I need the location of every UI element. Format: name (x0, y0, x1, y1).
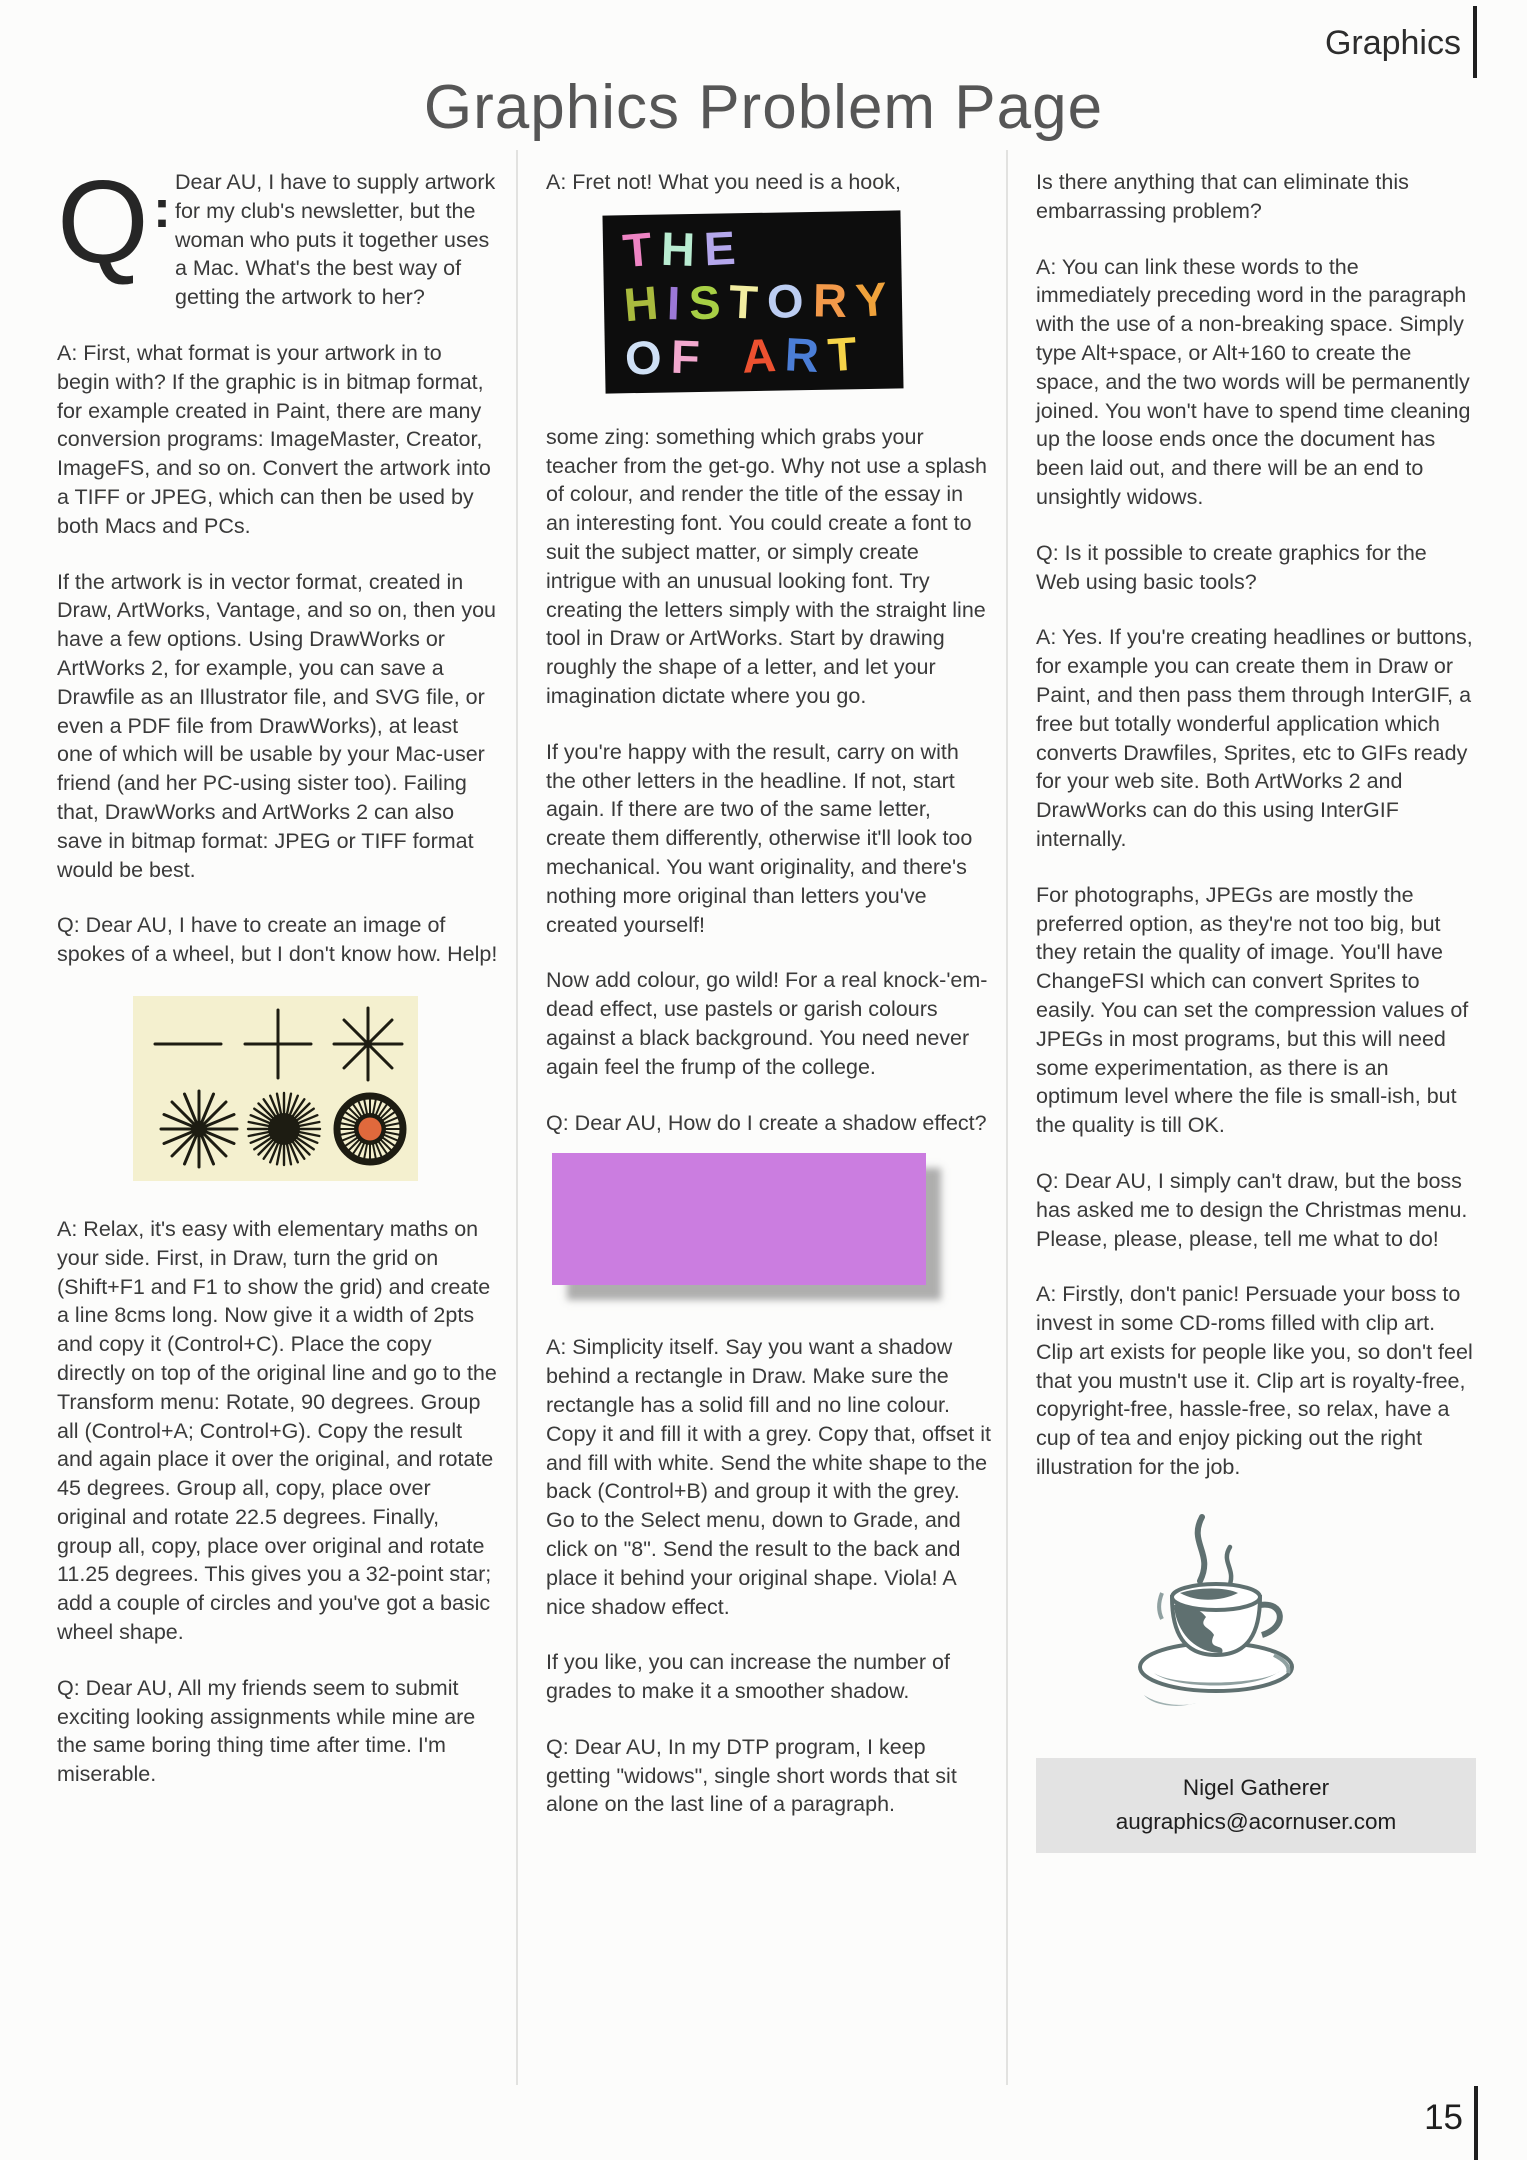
author-credit-box (1036, 1758, 1476, 1854)
author-email: augraphics@acornuser.com (1115, 1808, 1397, 1834)
column-divider-2 (1006, 150, 1008, 2085)
art-letter: T (826, 326, 859, 382)
question-paragraph: Q: Dear AU, I have to create an image of spokes of a wheel, but I don't know how. Help! (57, 913, 498, 967)
answer-paragraph: A: Relax, it's easy with elementary maths on your side. First, in Draw, turn the grid on (Shift+F1 and F1 to show the grid) and create a line 8cms long. Now give it a width of 2pts and copy it (Control+C). Place the copy directly on top of the original line and go to the Transform menu: Rotate, 90 degrees. Group all (Control+A; Control+G). Copy the result and again place it over the original, and rotate 45 degrees. Group all, copy, place over original and rotate 22.5 degrees. Finally, group all, copy, place over original and rotate 11.25 degrees. This gives you a 32-point star; add a couple of circles and you've got a basic wheel shape. (57, 1216, 497, 1645)
art-letter: S (687, 274, 722, 330)
art-letter: R (812, 273, 848, 327)
question-paragraph: Q: Dear AU, In my DTP program, I keep getting "widows", single short words that sit alone on the last line of a paragraph. (546, 1734, 957, 1817)
art-letter: T (620, 221, 655, 277)
art-letter: O (622, 329, 664, 386)
answer-paragraph: For photographs, JPEGs are mostly the preferred option, as they're not too big, but they retain the quality of image. You'll have ChangeFSI which can convert Sprites to easily. You can set the compression values of JPEGs in most programs, but this will need some experimentation, as there is an optimum level where the file is small-ish, but the quality is till OK. (1036, 882, 1469, 1138)
wheel-spokes-diagram-image (133, 996, 418, 1181)
author-name: Nigel Gatherer (1182, 1774, 1330, 1800)
art-letter: T (728, 274, 760, 329)
dropcap-letter: Q (57, 156, 145, 288)
footer-rule (1474, 2086, 1478, 2160)
answer-paragraph: If you like, you can increase the number of grades to make it a smoother shadow. (546, 1650, 950, 1704)
answer-paragraph: A: Simplicity itself. Say you want a shadow behind a rectangle in Draw. Make sure the rectangle has a solid fill and no line colour. Copy it and fill it with a grey. Copy that, offset it and fill with white. Send the white shape to the back (Control+B) and group it with the grey. Go to the Select menu, down to Grade, and click on "8". Send the result to the back and place it behind your original shape. Viola! A nice shadow effect. (546, 1335, 991, 1619)
column-1 (57, 156, 499, 1816)
art-letter: F (669, 329, 701, 384)
page-number: 15 (1424, 2098, 1463, 2137)
question-paragraph: Is there anything that can eliminate this embarrassing problem? (1036, 170, 1409, 223)
answer-paragraph: If the artwork is in vector format, created in Draw, ArtWorks, Vantage, and so on, then you have a few options. Using DrawWorks or ArtWorks 2, for example, you can save a Drawfile as an Illustrator file, and SVG file, or even a PDF file from DrawWorks), at least one of which will be usable by your Mac-user friend (and her PC-using sister too). Failing that, DrawWorks and ArtWorks 2 can also save in bitmap format: JPEG or TIFF format would be best. (57, 569, 497, 882)
art-letter: I (666, 275, 681, 330)
section-label: Graphics (1324, 24, 1461, 62)
history-art-letters (620, 220, 904, 387)
shadow-effect-demo-rect (552, 1153, 926, 1285)
column-3 (1036, 168, 1476, 1853)
header-rule (1473, 6, 1477, 78)
answer-paragraph: Now add colour, go wild! For a real knock-'em-dead effect, use pastels or garish colours against a black background. You need never again feel the frump of the college. (546, 968, 988, 1079)
question-paragraph: Q: Dear AU, All my friends seem to submit exciting looking assignments while mine are the same boring thing time after time. I'm miserable. (57, 1675, 476, 1787)
answer-paragraph: A: Fret not! What you need is a hook, (546, 170, 901, 194)
column-2 (546, 168, 992, 1846)
coffee-cup-illustration (1114, 1509, 1324, 1734)
question-paragraph: Q: Is it possible to create graphics for the Web using basic tools? (1036, 540, 1427, 594)
history-of-art-image (602, 210, 903, 393)
art-letter: O (765, 273, 806, 329)
opening-question (57, 156, 499, 312)
art-letter: H (659, 221, 696, 276)
question-paragraph: Q: Dear AU, I simply can't draw, but the boss has asked me to design the Christmas menu. Please, please, please, tell me what to do! (1036, 1168, 1468, 1251)
answer-paragraph: A: First, what format is your artwork in to begin with? If the graphic is in bitmap format, for example created in Paint, there are many conversion programs: ImageMaster, Creator, ImageFS, and so on. Convert the artwork into a TIFF or JPEG, which can then be used by both Macs and PCs. (57, 340, 491, 538)
art-letter: A (740, 327, 778, 383)
wheel-shape (337, 1096, 403, 1162)
art-letter: Y (853, 271, 890, 327)
answer-paragraph: A: Yes. If you're creating headlines or buttons, for example you can create them in Draw or Paint, and then pass them through InterGIF, a free but totally wonderful application which converts Drawfiles, Sprites, etc to GIFs ready for your web site. Both ArtWorks 2 and DrawWorks can do this using InterGIF internally. (1036, 625, 1473, 851)
question-paragraph: Q: Dear AU, How do I create a shadow effect? (546, 1110, 987, 1135)
answer-paragraph: A: You can link these words to the immediately preceding word in the paragraph with the use of a non-breaking space. Simply type Alt+space, or Alt+160 to create the space, and the two words will be permanently joined. You won't have to spend time cleaning up the loose ends once the document has been laid out, and there will be an end to unsightly widows. (1036, 254, 1471, 509)
art-letter: H (621, 275, 661, 332)
art-letter: R (783, 327, 821, 382)
question-paragraph: Dear AU, I have to supply artwork for my club's newsletter, but the woman who puts it together uses a Mac. What's the best way of getting the artwork to her? (175, 170, 496, 310)
art-letter: E (702, 220, 737, 276)
column-divider-1 (516, 150, 518, 2085)
dropcap-q (57, 156, 175, 290)
dropcap-colon: : (153, 179, 171, 239)
page-title: Graphics Problem Page (423, 73, 1104, 142)
answer-paragraph: A: Firstly, don't panic! Persuade your boss to invest in some CD-roms filled with clip art. Clip art exists for people like you, so don't feel that you mustn't use it. Clip art is royalty-free, copyright-free, hassle-free, so relax, have a cup of tea and enjoy picking out the right illustration for the job. (1036, 1282, 1473, 1480)
answer-paragraph: some zing: something which grabs your teacher from the get-go. Why not use a splash of colour, and render the title of the essay in an interesting font. You could create a font to suit the subject matter, or simply create intrigue with an unusual looking font. Try creating the letters simply with the straight line tool in Draw or ArtWorks. Start by drawing roughly the shape of a letter, and let your imagination dictate where you go. (546, 424, 987, 708)
answer-paragraph: If you're happy with the result, carry on with the other letters in the headline. If not, start again. If there are two of the same letter, create them differently, otherwise it'll look too mechanical. You want originality, and there's nothing more original than letters you've created yourself! (546, 739, 973, 937)
